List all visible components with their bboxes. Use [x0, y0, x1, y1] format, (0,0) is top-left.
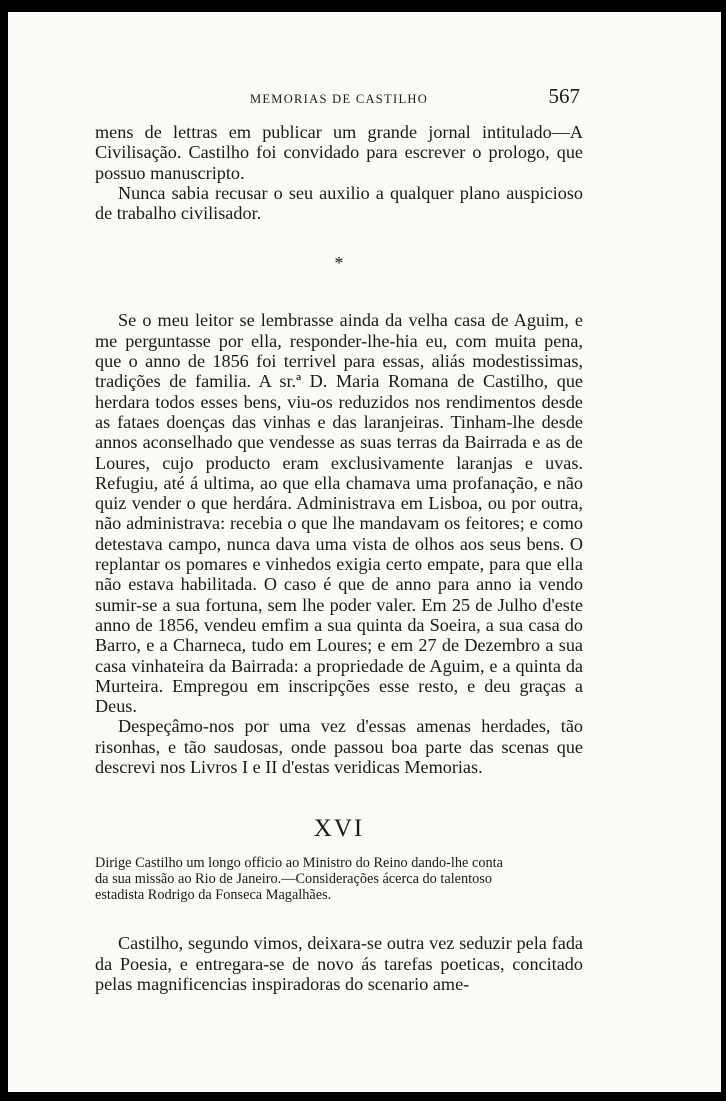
page-body	[95, 122, 583, 994]
chapter-summary-line: Dirige Castilho um longo officio ao Ministro do Reino dando-lhe conta	[95, 855, 503, 872]
chapter-summary	[95, 855, 583, 903]
page-number: 567	[548, 84, 580, 108]
paragraph-continued: mens de lettras em publicar um grande jornal intitulado—A Civilisação. Castilho foi convidado para escrever o prologo, que possuo manuscripto.	[95, 122, 583, 183]
chapter-summary-line: da sua missão ao Rio de Janeiro.—Considerações ácerca do talentoso	[95, 871, 493, 888]
chapter-summary-line: estadista Rodrigo da Fonseca Magalhães.	[95, 887, 332, 904]
page-header	[98, 78, 580, 108]
chapter-heading: XVI	[313, 815, 365, 843]
running-title: MEMORIAS DE CASTILHO	[249, 92, 429, 106]
paragraph: Despeçâmo-nos por uma vez d'essas amenas herdades, tão risonhas, e tão saudosas, onde passou boa parte das scenas que descrevi nos Livros I e II d'estas veridicas Memorias.	[95, 716, 583, 778]
paragraph: Se o meu leitor se lembrasse ainda da velha casa de Aguim, e me perguntasse por ella, responder-lhe-hia eu, com muita pena, que o anno de 1856 foi terrivel para essas, aliás modestissimas, tradições de familia. A sr.ª D. Maria Romana de Castilho, que herdara todos esses bens, viu-os reduzidos nos rendimentos desde as fataes doenças das vinhas e das laranjeiras. Tinham-lhe desde annos aconselhado que vendesse as suas terras da Bairrada e as de Loures, cujo producto eram exclusivamente laranjas e uvas. Refugiu, até á ultima, ao que ella chamava uma profanação, e não quiz vender o que herdára. Administrava em Lisboa, ou por outra, não administrava: recebia o que lhe mandavam os feitores; e como detestava campo, nunca dava uma vista de olhos aos seus bens. O replantar os pomares e vinhedos exigia certo empate, para que ella não estava habilitada. O caso é que de anno para anno ia vendo sumir-se a sua fortuna, sem lhe poder valer. Em 25 de Julho d'este anno de 1856, vendeu emfim a sua quinta da Soeira, a sua casa do Barro, e a Charneca, tudo em Loures; e em 27 de Dezembro a sua casa vinhateira da Bairrada: a propriedade de Aguim, e a quinta da Murteira. Empregou em inscripções esse resto, e deu graças a Deus.	[95, 310, 583, 717]
section-separator: *	[334, 253, 344, 274]
book-page	[8, 12, 721, 1092]
paragraph: Nunca sabia recusar o seu auxilio a qualquer plano auspicioso de trabalho civilisador.	[95, 182, 583, 224]
paragraph: Castilho, segundo vimos, deixara-se outra vez seduzir pela fada da Poesia, e entregara-se de novo ás tarefas poeticas, concitado pelas magnificencias inspiradoras do scenario ame-	[95, 933, 583, 994]
